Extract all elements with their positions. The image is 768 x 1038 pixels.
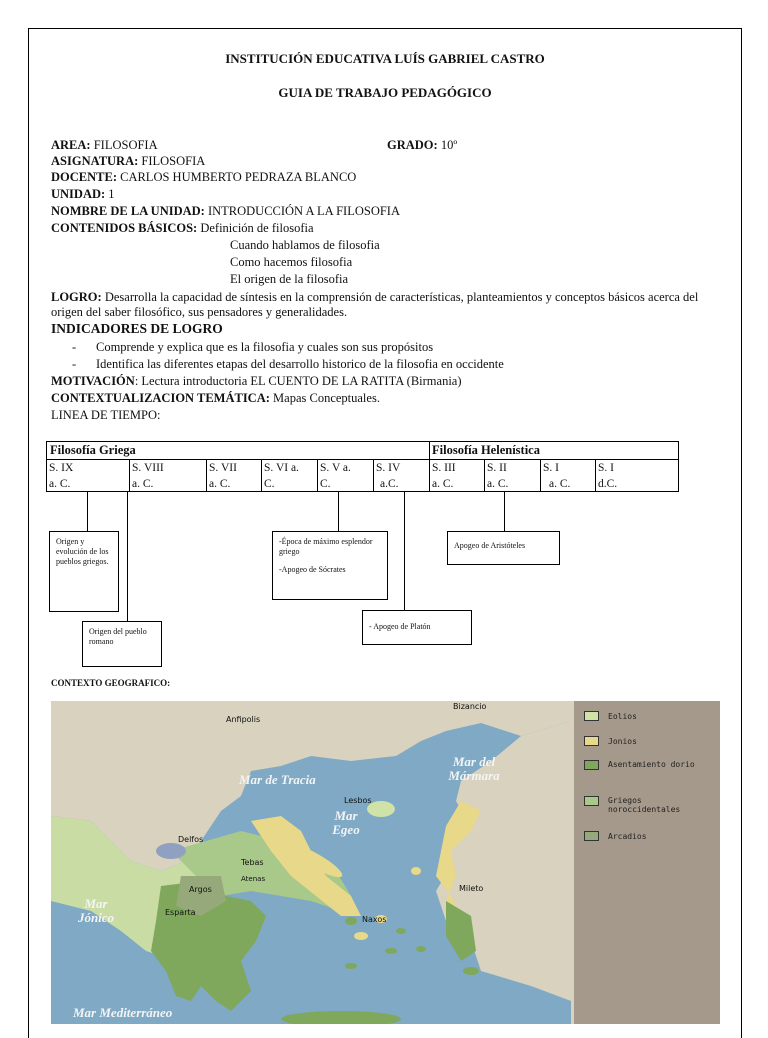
asignatura-value: FILOSOFIA bbox=[141, 154, 206, 168]
contextualizacion-value: Mapas Conceptuales. bbox=[273, 391, 380, 405]
place-esparta: Esparta bbox=[165, 908, 196, 917]
nombre-unidad-line bbox=[51, 203, 400, 219]
timeline-cell bbox=[541, 459, 595, 492]
area-line bbox=[51, 137, 158, 153]
connector-line bbox=[504, 492, 505, 532]
legend-swatch-arcadios bbox=[584, 831, 599, 841]
connector-line bbox=[404, 492, 405, 611]
island bbox=[345, 963, 357, 969]
cell-bottom: a. C. bbox=[549, 478, 571, 490]
asignatura-label: ASIGNATURA: bbox=[51, 154, 139, 168]
cell-top: S. VIII bbox=[132, 462, 164, 474]
timeline-cell bbox=[596, 459, 678, 492]
note-aristoteles: Apogeo de Aristóteles bbox=[447, 531, 560, 565]
connector-line bbox=[127, 492, 128, 622]
timeline-cell bbox=[318, 459, 373, 492]
note-epoca-text: -Época de máximo esplendor griego bbox=[279, 537, 373, 556]
gulf bbox=[156, 843, 186, 859]
timeline-cell bbox=[130, 459, 206, 492]
indicadores-heading: INDICADORES DE LOGRO bbox=[51, 321, 223, 336]
legend-label-jonios: Jonios bbox=[608, 737, 637, 746]
cell-top: S. IX bbox=[49, 462, 74, 474]
island bbox=[345, 917, 357, 925]
indicador-item: - Identifica las diferentes etapas del desarrollo historico de la filosofia en occidente bbox=[72, 357, 504, 371]
connector-line bbox=[87, 492, 88, 532]
logro-value: Desarrolla la capacidad de síntesis en la comprensión de características, planteamientos y conceptos básicos acerca del origen del saber filosófico, sus pensadores y generalidades. bbox=[51, 290, 699, 319]
docente-label: DOCENTE: bbox=[51, 170, 117, 184]
cell-top: S. I bbox=[543, 462, 559, 474]
grado-label: GRADO: bbox=[387, 138, 438, 152]
sea-label-egeo: Mar Egeo bbox=[332, 808, 360, 837]
legend-label-noroccidentales: Griegos noroccidentales bbox=[608, 796, 681, 814]
sea-label-tracia: Mar de Tracia bbox=[239, 772, 316, 787]
island bbox=[416, 946, 426, 952]
timeline-head-griega: Filosofía Griega bbox=[50, 443, 136, 457]
note-platon: - Apogeo de Platón bbox=[362, 610, 472, 645]
unidad-line bbox=[51, 186, 115, 202]
note-socrates-text: -Apogeo de Sócrates bbox=[279, 565, 346, 574]
sea-label-mediterraneo: Mar Mediterráneo bbox=[73, 1005, 173, 1020]
unidad-value: 1 bbox=[108, 187, 115, 201]
indicador-text: Identifica las diferentes etapas del desarrollo historico de la filosofia en occidente bbox=[96, 357, 504, 371]
area-value: FILOSOFIA bbox=[93, 138, 158, 152]
island bbox=[463, 967, 479, 975]
greece-map bbox=[51, 701, 720, 1024]
legend-swatch-jonios bbox=[584, 736, 599, 746]
note-origen-griegos: Origen y evolución de los pueblos griegos. bbox=[49, 531, 119, 612]
place-tebas: Tebas bbox=[241, 858, 264, 867]
cell-bottom: C. bbox=[320, 478, 331, 490]
contenido-item: El origen de la filosofia bbox=[230, 272, 349, 286]
nombre-unidad-label: NOMBRE DE LA UNIDAD: bbox=[51, 204, 205, 218]
contextualizacion-line bbox=[51, 390, 380, 406]
legend-swatch-dorio bbox=[584, 760, 599, 770]
island bbox=[411, 867, 421, 875]
docente-line bbox=[51, 169, 356, 185]
cell-top: S. II bbox=[487, 462, 507, 474]
island bbox=[396, 928, 406, 934]
place-naxos: Naxos bbox=[362, 915, 387, 924]
cell-top: S. VI a. bbox=[264, 462, 299, 474]
logro-label: LOGRO: bbox=[51, 290, 102, 304]
cell-bottom: a. C. bbox=[49, 478, 71, 490]
timeline-cell bbox=[430, 459, 484, 492]
contenido-item: Como hacemos filosofia bbox=[230, 255, 353, 269]
sea-label-marmara: Mar del Mármara bbox=[448, 754, 500, 783]
cell-top: S. VII bbox=[209, 462, 237, 474]
place-lesbos: Lesbos bbox=[344, 796, 372, 805]
cell-top: S. III bbox=[432, 462, 456, 474]
cell-top: S. V a. bbox=[320, 462, 351, 474]
legend-swatch-eolios bbox=[584, 711, 599, 721]
cell-bottom: a. C. bbox=[432, 478, 454, 490]
sea-label-jonico: Mar Jónico bbox=[77, 896, 115, 925]
contexto-geografico-title: CONTEXTO GEOGRAFICO: bbox=[51, 678, 171, 688]
cell-bottom: a. C. bbox=[487, 478, 509, 490]
area-label: AREA: bbox=[51, 138, 91, 152]
timeline-cell bbox=[207, 459, 261, 492]
motivacion-label: MOTIVACIÓN bbox=[51, 374, 135, 388]
logro-paragraph bbox=[51, 290, 726, 320]
motivacion-line bbox=[51, 373, 462, 389]
legend-label-arcadios: Arcadios bbox=[608, 832, 647, 841]
timeline-cell bbox=[47, 459, 129, 492]
place-delfos: Delfos bbox=[178, 835, 204, 844]
legend-label-dorio: Asentamiento dorio bbox=[608, 760, 695, 769]
place-argos: Argos bbox=[189, 885, 212, 894]
grado-value: 10º bbox=[440, 138, 458, 152]
timeline-cell bbox=[485, 459, 540, 492]
legend-swatch-noroccidentales bbox=[584, 796, 599, 806]
note-origen-romano: Origen del pueblo romano bbox=[82, 621, 162, 667]
asignatura-line bbox=[51, 153, 205, 169]
contenidos-label: CONTENIDOS BÁSICOS: bbox=[51, 221, 198, 235]
grado-line bbox=[387, 137, 457, 153]
place-mileto: Mileto bbox=[459, 884, 484, 893]
indicador-text: Comprende y explica que es la filosofia y cuales son sus propósitos bbox=[96, 340, 434, 354]
nombre-unidad-value: INTRODUCCIÓN A LA FILOSOFIA bbox=[207, 204, 400, 218]
timeline-cell bbox=[374, 459, 429, 492]
linea-tiempo-label: LINEA DE TIEMPO: bbox=[51, 408, 161, 422]
cell-top: S. IV bbox=[376, 462, 401, 474]
unidad-label: UNIDAD: bbox=[51, 187, 106, 201]
cell-bottom: C. bbox=[264, 478, 275, 490]
docente-value: CARLOS HUMBERTO PEDRAZA BLANCO bbox=[120, 170, 357, 184]
timeline-head-helenistica: Filosofía Helenística bbox=[432, 443, 540, 457]
contextualizacion-label: CONTEXTUALIZACION TEMÁTICA: bbox=[51, 391, 270, 405]
indicador-item: - Comprende y explica que es la filosofia y cuales son sus propósitos bbox=[72, 340, 434, 354]
cell-bottom: a.C. bbox=[380, 478, 399, 490]
timeline-table bbox=[46, 441, 679, 492]
legend-panel bbox=[574, 701, 720, 1024]
cell-top: S. I bbox=[598, 462, 614, 474]
timeline-cell bbox=[262, 459, 317, 492]
contenido-item: Definición de filosofia bbox=[200, 221, 314, 235]
institution-title: INSTITUCIÓN EDUCATIVA LUÍS GABRIEL CASTRO bbox=[225, 51, 545, 66]
place-atenas: Atenas bbox=[241, 875, 266, 883]
cell-bottom: a. C. bbox=[132, 478, 154, 490]
place-bizancio: Bizancio bbox=[453, 702, 487, 711]
island bbox=[385, 948, 397, 954]
cell-bottom: a. C. bbox=[209, 478, 231, 490]
legend-label-eolios: Eolios bbox=[608, 712, 637, 721]
note-epoca-socrates bbox=[272, 531, 388, 600]
connector-line bbox=[338, 492, 339, 532]
guide-title: GUIA DE TRABAJO PEDAGÓGICO bbox=[278, 85, 492, 100]
island bbox=[354, 932, 368, 940]
contenido-item: Cuando hablamos de filosofia bbox=[230, 238, 380, 252]
map-drawing bbox=[51, 701, 720, 1024]
motivacion-value: : Lectura introductoria EL CUENTO DE LA RATITA (Birmania) bbox=[134, 374, 462, 388]
contenidos-line bbox=[51, 220, 314, 236]
place-anfipolis: Anfipolis bbox=[226, 715, 261, 724]
cell-bottom: d.C. bbox=[598, 478, 618, 490]
